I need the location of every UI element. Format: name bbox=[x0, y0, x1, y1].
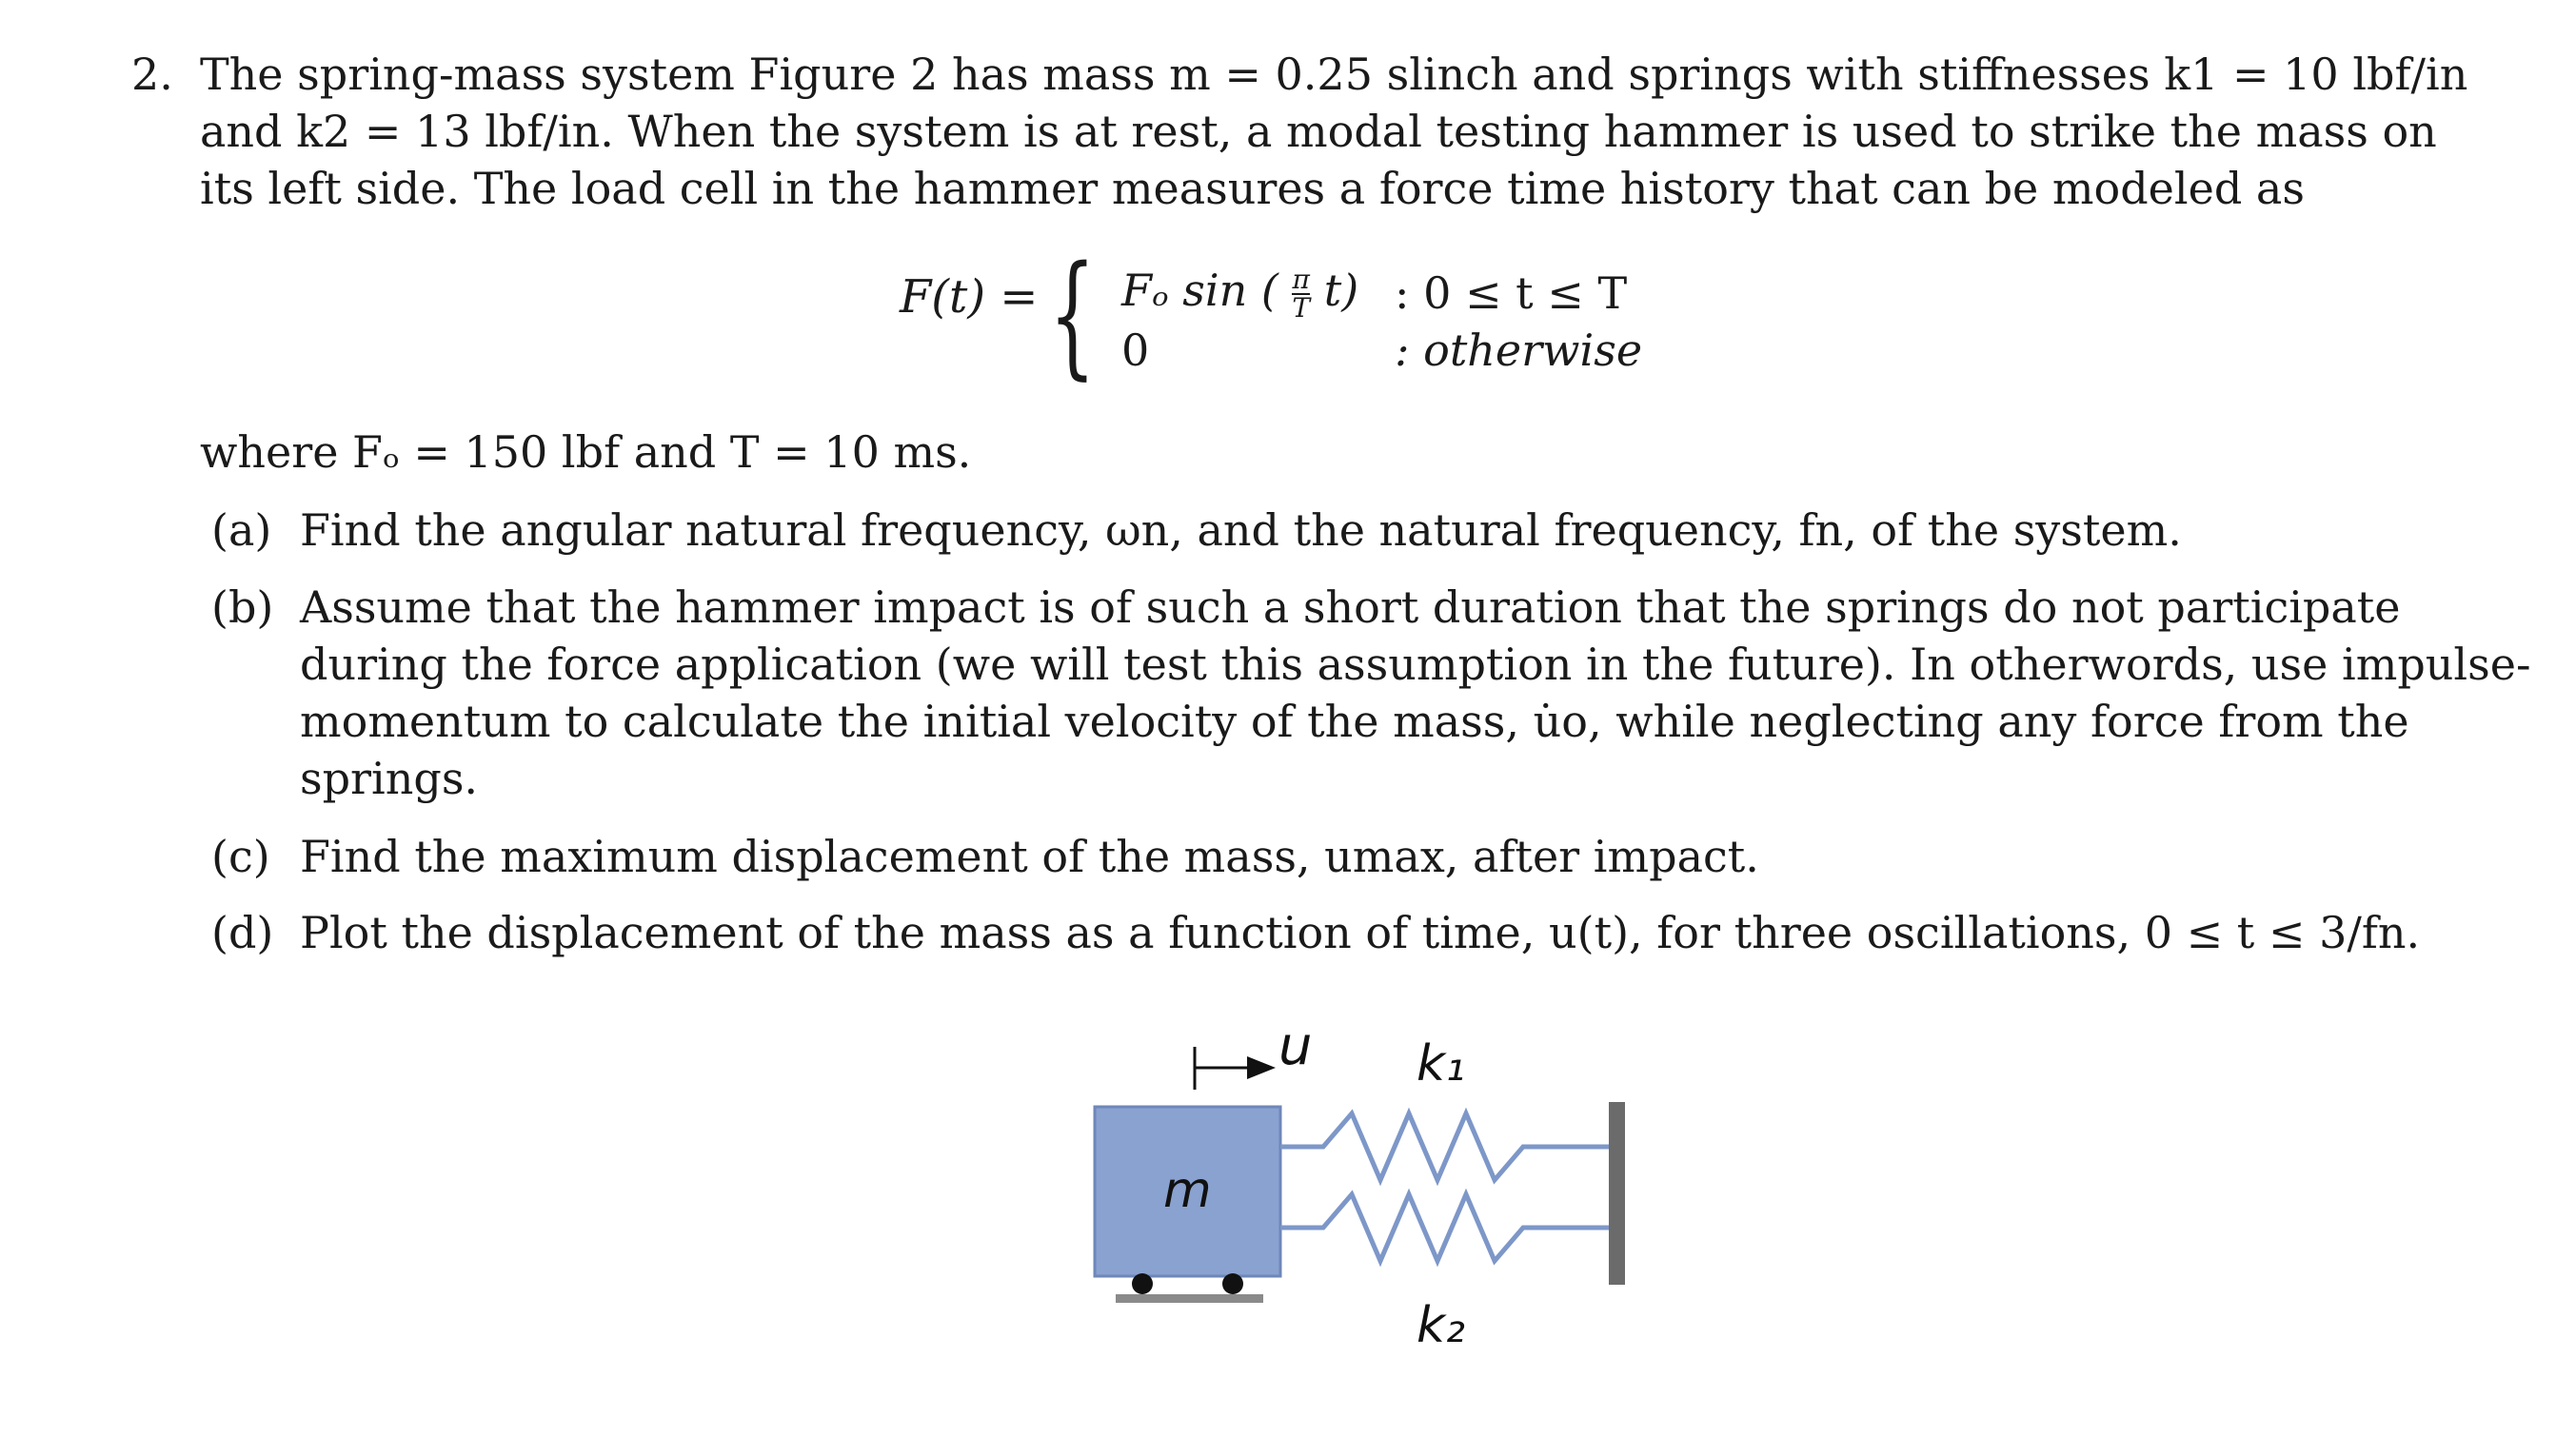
part-a-label: (a) bbox=[211, 504, 272, 556]
part-b-label: (b) bbox=[211, 581, 274, 633]
wheel-right bbox=[1222, 1273, 1243, 1294]
part-a-text: Find the angular natural frequency, ωn, and the natural frequency, fn, of the system. bbox=[300, 504, 2182, 556]
intro-line-2: and k2 = 13 lbf/in. When the system is at rest, a modal testing hammer is used to strike the mass on bbox=[200, 106, 2437, 157]
part-c-label: (c) bbox=[211, 831, 270, 882]
part-b-line-4: springs. bbox=[300, 753, 479, 804]
intro-line-3: its left side. The load cell in the hammer measures a force time history that can be modeled as bbox=[200, 163, 2305, 214]
spring-k1 bbox=[1280, 1113, 1609, 1180]
spring2-label: k₂ bbox=[1417, 1297, 1465, 1354]
equation-case1-condition: : 0 ≤ t ≤ T bbox=[1395, 267, 1628, 319]
wheel-left bbox=[1132, 1273, 1153, 1294]
equation-lhs: F(t) = bbox=[900, 270, 1039, 324]
spring-k2 bbox=[1280, 1194, 1609, 1261]
part-d-label: (d) bbox=[211, 907, 274, 958]
ground-line bbox=[1116, 1294, 1263, 1303]
where-line: where Fₒ = 150 lbf and T = 10 ms. bbox=[200, 426, 972, 478]
intro-line-1: The spring-mass system Figure 2 has mass m = 0.25 slinch and springs with stiffnesses k1 = 10 lbf/in bbox=[200, 49, 2468, 100]
case1-frac-num: π bbox=[1292, 264, 1310, 295]
spring1-label: k₁ bbox=[1417, 1035, 1465, 1093]
equation-brace: { bbox=[1049, 238, 1096, 393]
fixed-wall bbox=[1609, 1102, 1625, 1285]
equation-case2-condition: : otherwise bbox=[1395, 325, 1643, 376]
mass-label: m bbox=[1163, 1162, 1212, 1219]
part-d-text: Plot the displacement of the mass as a function of time, u(t), for three oscillations, 0 ≤ t ≤ 3/fn. bbox=[300, 907, 2421, 958]
part-b-line-3: momentum to calculate the initial velocity of the mass, u̇o, while neglecting any force from the bbox=[300, 696, 2409, 747]
displacement-label: u bbox=[1278, 1015, 1313, 1077]
displacement-arrow bbox=[1195, 1047, 1276, 1090]
part-c-text: Find the maximum displacement of the mass, umax, after impact. bbox=[300, 831, 1759, 882]
equation-case2: 0 bbox=[1121, 325, 1150, 376]
case1-frac-den: T bbox=[1292, 292, 1311, 324]
problem-number: 2. bbox=[131, 49, 173, 100]
case1-expr-end: t) bbox=[1323, 265, 1359, 316]
part-b-line-2: during the force application (we will test this assumption in the future). In otherwords, use impulse- bbox=[300, 639, 2531, 690]
part-b-line-1: Assume that the hammer impact is of such a short duration that the springs do not participate bbox=[300, 581, 2401, 633]
case1-expr: Fₒ sin ( bbox=[1121, 265, 1278, 316]
